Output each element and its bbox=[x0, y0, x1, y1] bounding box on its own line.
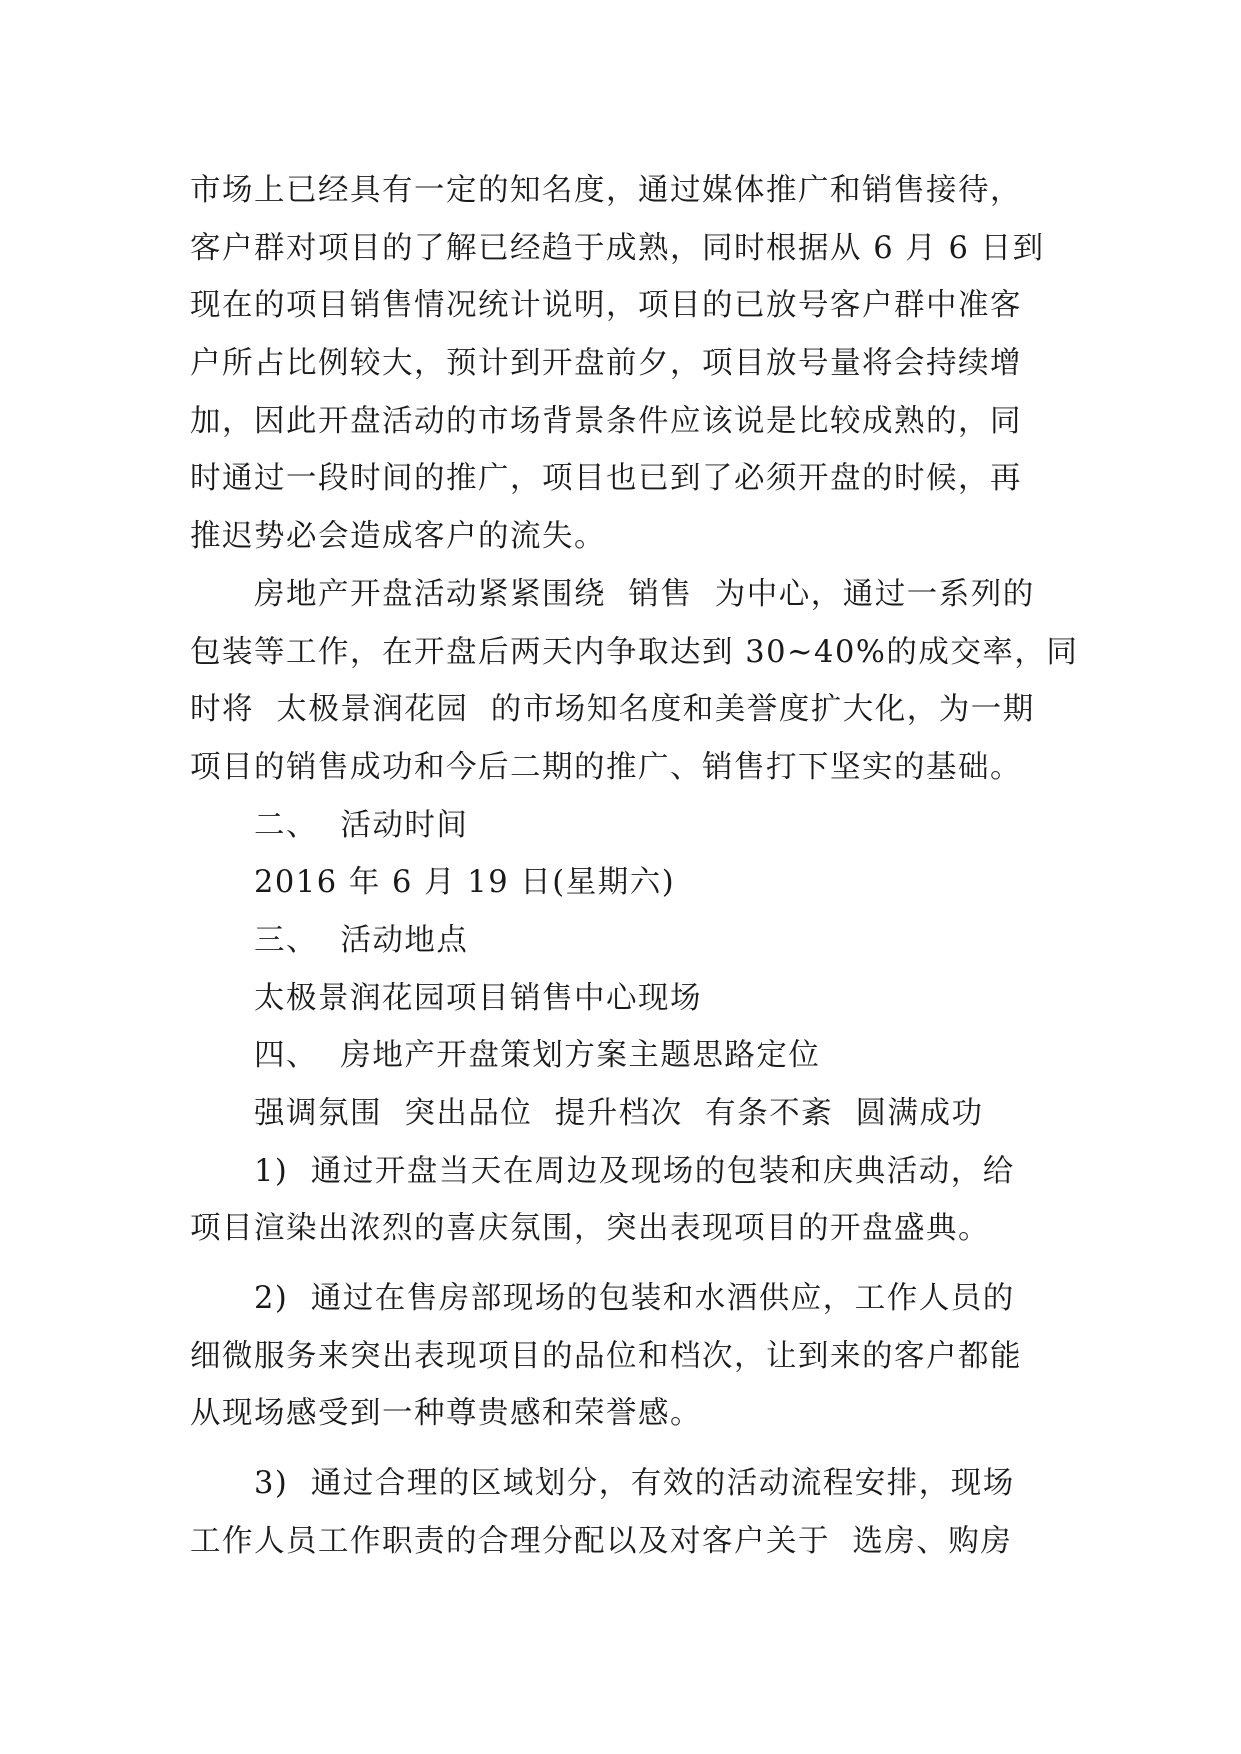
list-item: 2) 通过在售房部现场的包装和水酒供应，工作人员的 bbox=[254, 1281, 1015, 1317]
paragraph-line: 项目的销售成功和今后二期的推广、销售打下坚实的基础。 bbox=[190, 749, 1022, 785]
paragraph-line: 房地产开盘活动紧紧围绕 销售 为中心，通过一系列的 bbox=[254, 576, 1035, 612]
spacer bbox=[190, 1258, 1052, 1270]
section-heading: 三、 活动地点 bbox=[254, 922, 469, 958]
section-heading: 二、 活动时间 bbox=[254, 807, 469, 843]
paragraph-line: 细微服务来突出表现项目的品位和档次，让到来的客户都能 bbox=[190, 1338, 1022, 1374]
list-item: 1) 通过开盘当天在周边及现场的包装和庆典活动，给 bbox=[254, 1153, 1015, 1189]
list-item: 3) 通过合理的区域划分，有效的活动流程安排，现场 bbox=[254, 1466, 1015, 1502]
paragraph-line: 加，因此开盘活动的市场背景条件应该说是比较成熟的，同 bbox=[190, 403, 1022, 439]
paragraph-line: 客户群对项目的了解已经趋于成熟，同时根据从 6 月 6 日到 bbox=[190, 230, 1045, 266]
paragraph-line: 从现场感受到一种尊贵感和荣誉感。 bbox=[190, 1396, 702, 1432]
paragraph-line: 项目渲染出浓烈的喜庆氛围，突出表现项目的开盘盛典。 bbox=[190, 1211, 990, 1247]
paragraph-line: 包装等工作，在开盘后两天内争取达到 30~40%的成交率，同 bbox=[190, 634, 1079, 670]
spacer bbox=[190, 1443, 1052, 1455]
paragraph-line: 时将 太极景润花园 的市场知名度和美誉度扩大化，为一期 bbox=[190, 692, 1035, 728]
paragraph-line: 户所占比例较大，预计到开盘前夕，项目放号量将会持续增 bbox=[190, 346, 1022, 382]
paragraph-line: 工作人员工作职责的合理分配以及对客户关于 选房、购房 bbox=[190, 1523, 1013, 1559]
document-body bbox=[190, 162, 1079, 1571]
event-location: 太极景润花园项目销售中心现场 bbox=[254, 980, 702, 1016]
theme-line: 强调氛围 突出品位 提升档次 有条不紊 圆满成功 bbox=[254, 1096, 984, 1131]
paragraph-line: 时通过一段时间的推广，项目也已到了必须开盘的时候，再 bbox=[190, 461, 1022, 497]
paragraph-line: 推迟势必会造成客户的流失。 bbox=[190, 519, 606, 555]
section-heading: 四、 房地产开盘策划方案主题思路定位 bbox=[254, 1038, 821, 1074]
paragraph-line: 现在的项目销售情况统计说明，项目的已放号客户群中准客 bbox=[190, 288, 1022, 324]
event-date: 2016 年 6 月 19 日(星期六) bbox=[254, 865, 676, 901]
paragraph-line: 市场上已经具有一定的知名度，通过媒体推广和销售接待， bbox=[190, 173, 1022, 208]
